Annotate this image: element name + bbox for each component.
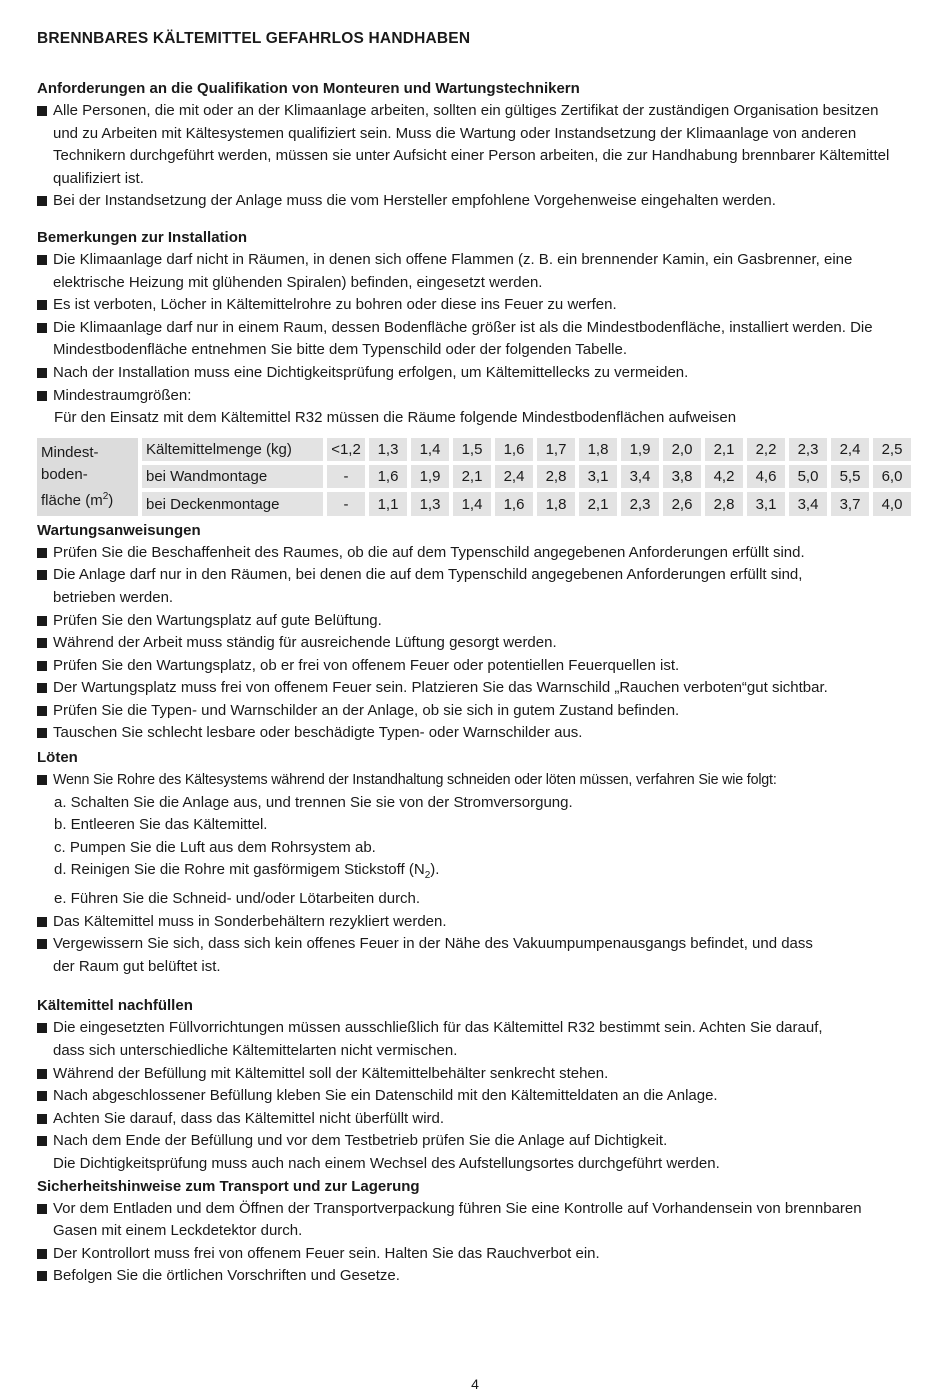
step-a: a. Schalten Sie die Anlage aus, und trennen Sie sie von der Stromversorgung. [54, 793, 573, 811]
list-item-line: Prüfen Sie die Beschaffenheit des Raumes, ob die auf dem Typenschild angegebenen Anforderungen erfüllt sind. [53, 543, 805, 561]
list-item [37, 1265, 917, 1288]
table-cell: 1,6 [495, 492, 533, 515]
list-item-line: Das Kältemittel muss in Sonderbehältern rezykliert werden. [53, 912, 447, 930]
list-item [37, 1063, 917, 1086]
list-item-line: Prüfen Sie den Wartungsplatz, ob er frei von offenem Feuer oder potentiellen Feuerquellen ist. [53, 656, 680, 674]
heading-qualifikation: Anforderungen an die Qualifikation von Monteuren und Wartungstechnikern [37, 80, 580, 97]
list-item [37, 722, 917, 745]
table-cell-label: bei Wandmontage [142, 465, 323, 488]
heading-transport: Sicherheitshinweise zum Transport und zur Lagerung [37, 1177, 420, 1195]
bullet-square [37, 1023, 47, 1033]
table-cell: 2,3 [621, 492, 659, 515]
table-cell: - [327, 492, 365, 515]
table-cell: 2,4 [831, 438, 869, 461]
table-cell: 2,1 [579, 492, 617, 515]
bullet-square [37, 1091, 47, 1101]
heading-loeten: Löten [37, 749, 78, 767]
list-item [37, 911, 917, 934]
list-item [37, 317, 917, 362]
page-content [37, 28, 917, 1288]
table-cell: 1,9 [621, 438, 659, 461]
table-cell: 2,1 [705, 438, 743, 461]
list-item [37, 362, 917, 385]
list-item [37, 1198, 917, 1243]
table-cell: 3,8 [663, 465, 701, 488]
step-d: d. Reinigen Sie die Rohre mit gasförmigem Stickstoff $(N_2)$. [54, 861, 440, 882]
list-item-line: Die Klimaanlage darf nur in einem Raum, dessen Bodenfläche größer ist als die Mindestbodenfläche, installiert werden. Die [53, 318, 873, 336]
table-cell: 3,4 [621, 465, 659, 488]
heading-installation: Bemerkungen zur Installation [37, 228, 248, 246]
mindest-description: Für den Einsatz mit dem Kältemittel R32 müssen die Räume folgende Mindestbodenflächen aufweisen [54, 409, 737, 427]
bullet-square [37, 1249, 47, 1259]
table-cell: 6,0 [873, 465, 911, 488]
list-item-line: Bei der Instandsetzung der Anlage muss die vom Hersteller empfohlene Vorgehenweise eingehalten werden. [53, 192, 776, 210]
table-cell: <1,2 [327, 438, 365, 461]
table-cell: 1,5 [453, 438, 491, 461]
bullet-square [37, 570, 47, 580]
bullet-square [37, 661, 47, 671]
bullet-square [37, 728, 47, 738]
list-item-line: Tauschen Sie schlecht lesbare oder beschädigte Typen- oder Warnschilder aus. [53, 724, 583, 742]
list-item-line: Während der Arbeit muss ständig für ausreichende Lüftung gesorgt werden. [53, 634, 557, 652]
step-c: c. Pumpen Sie die Luft aus dem Rohrsystem ab. [54, 838, 376, 856]
table-cell-label: Kältemittelmenge (kg) [142, 438, 323, 461]
table-cell: 1,1 [369, 492, 407, 515]
bullet-square [37, 1271, 47, 1281]
list-item-line: Technikern durchgeführt werden, müssen sie unter Aufsicht einer Person arbeiten, die zur Handhabung brennbarer Kältemittel [53, 147, 890, 165]
list-loeten [37, 911, 917, 979]
list-item-line: elektrische Heizung mit glühenden Spiralen) befinden, eingesetzt werden. [53, 273, 543, 291]
list-item-loeten-intro: Wenn Sie Rohre des Kältesystems während der Instandhaltung schneiden oder löten müssen, verfahren Sie wie folgt: [37, 769, 917, 792]
table-cell: 1,4 [453, 492, 491, 515]
table-cell-label: bei Deckenmontage [142, 492, 323, 515]
bullet-square [37, 1136, 47, 1146]
list-item-line: Es ist verboten, Löcher in Kältemittelrohre zu bohren oder diese ins Feuer zu werfen. [53, 296, 617, 314]
list-item-line: Alle Personen, die mit oder an der Klimaanlage arbeiten, sollten ein gültiges Zertifikat der zuständigen Organisation besitzen [53, 102, 879, 119]
table-cell: 2,8 [537, 465, 575, 488]
bullet-square [37, 548, 47, 558]
table-cell: 1,6 [369, 465, 407, 488]
list-item-line: Mindestbodenfläche entnehmen Sie bitte dem Typenschild oder der folgenden Tabelle. [53, 341, 628, 359]
list-item [37, 933, 917, 978]
list-item-line: Vergewissern Sie sich, dass sich kein offenes Feuer in der Nähe des Vakuumpumpenausgangs befindet, und dass [53, 935, 813, 953]
table-cell: 1,8 [537, 492, 575, 515]
bullet-square [37, 1204, 47, 1214]
bullet-square [37, 706, 47, 716]
list-item [37, 100, 917, 190]
list-item [37, 294, 917, 317]
table-cell: 3,7 [831, 492, 869, 515]
list-item [37, 1017, 917, 1062]
list-item-line: Befolgen Sie die örtlichen Vorschriften und Gesetze. [53, 1267, 400, 1285]
list-item-line: Vor dem Entladen und dem Öffnen der Transportverpackung führen Sie eine Kontrolle auf Vorhandensein von brennbaren [53, 1199, 862, 1217]
table-cell: 2,0 [663, 438, 701, 461]
bullet-square [37, 939, 47, 949]
page-number: 4 [471, 1376, 479, 1392]
table-cell: 5,5 [831, 465, 869, 488]
bullet-square [37, 106, 47, 116]
step-e: e. Führen Sie die Schneid- und/oder Lötarbeiten durch. [54, 890, 421, 908]
list-item-line: betrieben werden. [53, 588, 174, 606]
list-item-line: dass sich unterschiedliche Kältemittelarten nicht vermischen. [53, 1042, 458, 1059]
list-item-line: Prüfen Sie den Wartungsplatz auf gute Belüftung. [53, 611, 382, 629]
list-item-line: und zu Arbeiten mit Kältesystemen qualifiziert sein. Muss die Wartung oder Instandsetzung der Klimaanlage von anderen [53, 124, 857, 142]
list-item-line: Die Klimaanlage darf nicht in Räumen, in denen sich offene Flammen (z. B. ein brennender Kamin, ein Gasbrenner, eine [53, 250, 853, 268]
list-item-line: Nach dem Ende der Befüllung und vor dem Testbetrieb prüfen Sie die Anlage auf Dichtigkeit. [53, 1132, 668, 1150]
list-item [37, 249, 917, 294]
list-nachfuellen [37, 1017, 917, 1175]
table-cell: 5,0 [789, 465, 827, 488]
table-cell: 3,4 [789, 492, 827, 515]
list-item-line: Nach der Installation muss eine Dichtigkeitsprüfung erfolgen, um Kältemittellecks zu vermeiden. [53, 363, 689, 381]
list-item-line: Der Wartungsplatz muss frei von offenem Feuer sein. Platzieren Sie das Warnschild „Rauchen verboten“gut sichtbar. [53, 679, 828, 697]
bullet-square [37, 300, 47, 310]
bullet-square [37, 255, 47, 265]
list-item-line: Die Anlage darf nur in den Räumen, bei denen die auf dem Typenschild angegebenen Anforderungen erfüllt sind, [53, 566, 803, 584]
table-cell: 2,4 [495, 465, 533, 488]
list-item [37, 700, 917, 723]
list-item-line: der Raum gut belüftet ist. [53, 957, 221, 975]
table-row [37, 465, 911, 488]
table-cell: 1,9 [411, 465, 449, 488]
list-item-line: Die eingesetzten Füllvorrichtungen müssen ausschließlich für das Kältemittel R32 bestimmt sein. Achten Sie darauf, [53, 1019, 823, 1037]
table-cell: 2,3 [789, 438, 827, 461]
table-cell: 2,1 [453, 465, 491, 488]
page-title: BRENNBARES KÄLTEMITTEL GEFAHRLOS HANDHABEN [37, 30, 471, 47]
table-cell: 2,2 [747, 438, 785, 461]
bullet-square [37, 917, 47, 927]
list-item [37, 564, 917, 609]
list-item [37, 190, 917, 213]
table-cell: 1,3 [411, 492, 449, 515]
table-cell: 3,1 [579, 465, 617, 488]
list-item-line: Während der Befüllung mit Kältemittel soll der Kältemittelbehälter senkrecht stehen. [53, 1064, 609, 1082]
table-row [37, 438, 911, 461]
table-cell: 3,1 [747, 492, 785, 515]
mindestflaeche-table [33, 434, 915, 520]
list-item [37, 1243, 917, 1266]
bullet-square [37, 368, 47, 378]
bullet-square [37, 1114, 47, 1124]
list-item [37, 1108, 917, 1131]
table-cell: 4,6 [747, 465, 785, 488]
bullet-square [37, 683, 47, 693]
list-item [37, 677, 917, 700]
table-cell: 2,8 [705, 492, 743, 515]
table-cell: 1,3 [369, 438, 407, 461]
table-row [37, 492, 911, 515]
list-qualifikation [37, 100, 917, 213]
list-item [37, 610, 917, 633]
table-row-header: Mindest- boden- fläche $(m^2)$ [37, 438, 138, 516]
bullet-square [37, 616, 47, 626]
heading-nachfuellen: Kältemittel nachfüllen [37, 997, 193, 1015]
bullet-square [37, 775, 47, 785]
list-installation [37, 249, 917, 385]
table-cell: 4,2 [705, 465, 743, 488]
table-cell: 2,6 [663, 492, 701, 515]
table-cell: 1,7 [537, 438, 575, 461]
list-item-line: Gasen mit einem Leckdetektor durch. [53, 1222, 303, 1240]
list-item-line: qualifiziert ist. [53, 169, 144, 187]
table-cell: 1,6 [495, 438, 533, 461]
table-cell: 4,0 [873, 492, 911, 515]
list-item [37, 1130, 917, 1175]
list-item-line: Nach abgeschlossener Befüllung kleben Sie ein Datenschild mit den Kältemitteldaten an die Anlage. [53, 1087, 718, 1105]
bullet-square [37, 196, 47, 206]
list-item [37, 655, 917, 678]
list-transport [37, 1198, 917, 1288]
list-item [37, 542, 917, 565]
list-wartung [37, 542, 917, 745]
bullet-square [37, 391, 47, 401]
heading-wartung: Wartungsanweisungen [37, 521, 201, 539]
table-cell: 1,4 [411, 438, 449, 461]
list-item-mindest: Mindestraumgrößen: [37, 385, 917, 408]
table-cell: - [327, 465, 365, 488]
list-item [37, 1085, 917, 1108]
list-item [37, 632, 917, 655]
table-cell: 1,8 [579, 438, 617, 461]
bullet-square [37, 638, 47, 648]
table-cell: 2,5 [873, 438, 911, 461]
list-item-line: Der Kontrollort muss frei von offenem Feuer sein. Halten Sie das Rauchverbot ein. [53, 1244, 600, 1262]
list-item-line: Die Dichtigkeitsprüfung muss auch nach einem Wechsel des Aufstellungsortes durchgeführt werden. [53, 1154, 720, 1172]
list-item-line: Achten Sie darauf, dass das Kältemittel nicht überfüllt wird. [53, 1109, 445, 1127]
bullet-square [37, 323, 47, 333]
list-item-line: Prüfen Sie die Typen- und Warnschilder an der Anlage, ob sie sich in gutem Zustand befinden. [53, 701, 680, 719]
bullet-square [37, 1069, 47, 1079]
step-b: b. Entleeren Sie das Kältemittel. [54, 816, 268, 834]
